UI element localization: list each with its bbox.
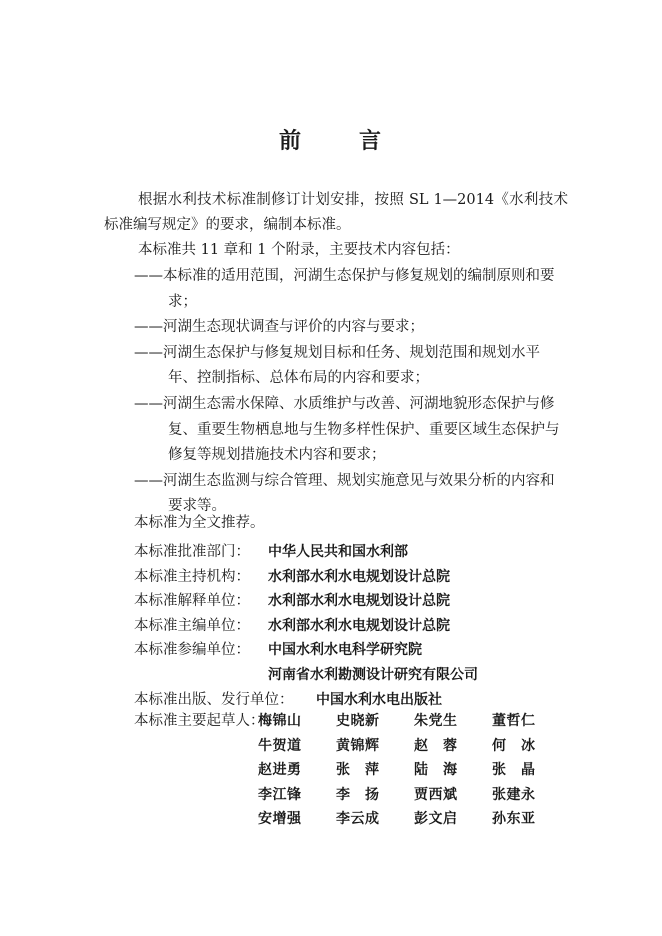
editor-label: 本标准主编单位：	[134, 617, 250, 634]
drafter-name: 李江锋	[258, 786, 302, 803]
participant-row-2	[104, 663, 568, 688]
drafter-name: 史晓新	[336, 713, 380, 729]
editor-value: 水利部水利水电规划设计总院	[268, 617, 450, 634]
list-item: ——本标准的适用范围，河湖生态保护与修复规划的编制原则和要求；	[134, 268, 555, 310]
drafter-name: 张 晶	[492, 762, 536, 779]
drafter-name: 李 扬	[336, 786, 380, 803]
title-char-1: 前	[278, 129, 303, 154]
list-item: ——河湖生态监测与综合管理、规划实施意见与效果分析的内容和要求等。	[134, 472, 555, 515]
drafter-name: 陆 海	[414, 762, 458, 779]
page-title	[0, 128, 662, 156]
drafter-name: 彭文启	[414, 811, 458, 828]
units-section	[104, 540, 568, 712]
drafter-name: 张 萍	[336, 762, 380, 779]
drafters-row	[104, 710, 568, 735]
publisher-row	[104, 688, 568, 713]
participant-value-2: 河南省水利勘测设计研究有限公司	[268, 666, 478, 683]
drafters-section	[104, 710, 568, 833]
drafter-name: 赵进勇	[258, 762, 302, 779]
drafter-name: 黄锦辉	[336, 737, 380, 754]
drafters-row	[104, 759, 568, 784]
content-list	[104, 264, 568, 520]
drafters-row	[104, 784, 568, 809]
drafter-name: 孙东亚	[492, 811, 536, 828]
summary-text: 本标准为全文推荐。	[134, 515, 265, 531]
drafters-row	[104, 808, 568, 833]
drafters-row	[104, 735, 568, 760]
drafter-name: 董哲仁	[492, 713, 536, 729]
drafter-name: 安增强	[258, 811, 302, 828]
drafter-name: 贾西斌	[414, 786, 458, 803]
publisher-label: 本标准出版、发行单位：	[134, 691, 294, 708]
list-item: ——河湖生态保护与修复规划目标和任务、规划范围和规划水平年、控制指标、总体布局的内容和要求；	[134, 344, 540, 387]
host-row	[104, 565, 568, 590]
drafter-name: 李云成	[336, 811, 380, 828]
approve-row	[104, 540, 568, 565]
drafter-name: 朱党生	[414, 713, 458, 729]
drafter-name: 何 冰	[492, 737, 536, 754]
host-value: 水利部水利水电规划设计总院	[268, 568, 450, 585]
drafter-name: 牛贺道	[258, 737, 302, 754]
drafter-name: 梅锦山	[258, 713, 302, 729]
participant-row	[104, 638, 568, 663]
interpret-value: 水利部水利水电规划设计总院	[268, 593, 450, 610]
host-label: 本标准主持机构：	[134, 568, 250, 585]
intro-paragraph-2: 本标准共 11 章和 1 个附录，主要技术内容包括：	[138, 242, 460, 258]
intro-section	[104, 188, 568, 263]
publisher-value: 中国水利水电出版社	[316, 691, 442, 708]
list-item: ——河湖生态需水保障、水质维护与改善、河湖地貌形态保护与修复、重要生物栖息地与生物多样性保护、重要区域生态保护与修复等规划措施技术内容和要求；	[134, 395, 560, 464]
interpret-row	[104, 589, 568, 614]
intro-paragraph-1: 根据水利技术标准制修订计划安排，按照 SL 1—2014《水利技术标准编写规定》的要求，编制本标准。	[104, 192, 568, 233]
interpret-label: 本标准解释单位：	[134, 593, 250, 610]
title-char-2: 言	[359, 129, 384, 154]
list-item: ——河湖生态现状调查与评价的内容与要求；	[134, 319, 424, 336]
drafter-name: 赵 蓉	[414, 737, 458, 754]
drafter-name: 张建永	[492, 786, 536, 803]
participant-label: 本标准参编单位：	[134, 642, 250, 659]
drafter-label: 本标准主要起草人：	[134, 713, 265, 729]
approve-label: 本标准批准部门：	[134, 544, 250, 560]
approve-value: 中华人民共和国水利部	[268, 544, 408, 560]
editor-row	[104, 614, 568, 639]
participant-value-1: 中国水利水电科学研究院	[268, 642, 422, 659]
